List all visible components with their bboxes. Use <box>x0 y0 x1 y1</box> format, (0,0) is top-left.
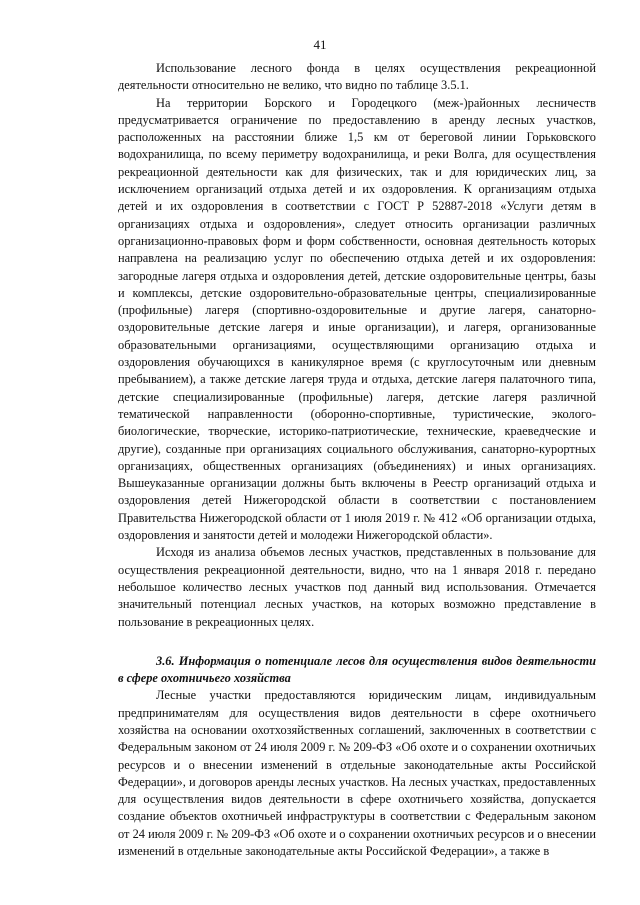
section-gap <box>118 631 596 653</box>
paragraph-potential: Исходя из анализа объемов лесных участков, представленных в пользование для осуществления рекреационной деятельности, видно, что на 1 января 2018 г. передано небольшое количество лесных участков под данный вид использования. Отмечается значительный потенциал лесных участков, на которых возможно представление в пользование в рекреационных целях. <box>118 545 596 629</box>
paragraph-hunting: Лесные участки предоставляются юридическим лицам, индивидуальным предпринимателям для осуществления видов деятельности в сфере охотничьего хозяйства на основании охотхозяйственных соглашений, заключенных в соответствии с Федеральным законом от 24 июля 2009 г. № 209-ФЗ «Об охоте и о сохранении охотничьих ресурсов и о внесении изменений в отдельные законодательные акты Российской Федерации», и договоров аренды лесных участков. На лесных участках, предоставленных для осуществления видов деятельности в сфере охотничьего хозяйства, допускается создание объектов охотничьей инфраструктуры в соответствии с Федеральным законом от 24 июля 2009 г. № 209-ФЗ «Об охоте и о сохранении охотничьих ресурсов и о внесении изменений в отдельные законодательные акты Российской Федерации», а также в <box>118 688 596 859</box>
paragraph-restrictions: На территории Борского и Городецкого (меж-)районных лесничеств предусматривается ограничение по предоставлению в аренду лесных участков, расположенных на расстоянии ближе 1,5 км от береговой линии Горьковского водохранилища, по всему периметру водохранилища, и реки Волга, для осуществления рекреационной деятельности как для физических, так и для юридических лиц, за исключением организаций отдыха детей и их оздоровления. К организациям отдыха детей и их оздоровления в соответствии с ГОСТ Р 52887-2018 «Услуги детям в организациях отдыха и оздоровления», следует относить организации различных организационно-правовых форм и форм собственности, основная деятельность которых направлена на реализацию услуг по обеспечению отдыха детей и их оздоровления: загородные лагеря отдыха и оздоровления детей, детские оздоровительные центры, базы и комплексы, детские оздоровительно-образовательные центры, специализированные (профильные) лагеря (спортивно-оздоровительные и другие лагеря, санаторно-оздоровительные детские лагеря и иные организации), и лагеря, организованные образовательными организациями, осуществляющими организацию отдыха и оздоровления обучающихся в каникулярное время (с круглосуточным или дневным пребыванием), а также детские лагеря труда и отдыха, детские лагеря палаточного типа, детские специализированные (профильные) лагеря, детские лагеря различной тематической направленности (оборонно-спортивные, туристические, эколого-биологические, творческие, историко-патриотические, технические, краеведческие и другие), созданные при организациях социального обслуживания, санаторно-курортных организациях, общественных организациях (объединениях) и иных организациях. Вышеуказанные организации должны быть включены в Реестр организаций отдыха и оздоровления детей Нижегородской области в соответствии с постановлением Правительства Нижегородской области от 1 июля 2019 г. № 412 «Об организации отдыха, оздоровления и занятости детей и молодежи Нижегородской области». <box>118 95 596 543</box>
section-heading: 3.6. Информация о потенциале лесов для осуществления видов деятельности в сфере охотничьего хозяйства <box>118 653 596 686</box>
page-number: 41 <box>313 37 327 52</box>
document-body <box>118 60 596 860</box>
paragraph-recreation-usage: Использование лесного фонда в целях осуществления рекреационной деятельности относительно не велико, что видно по таблице 3.5.1. <box>118 61 596 93</box>
